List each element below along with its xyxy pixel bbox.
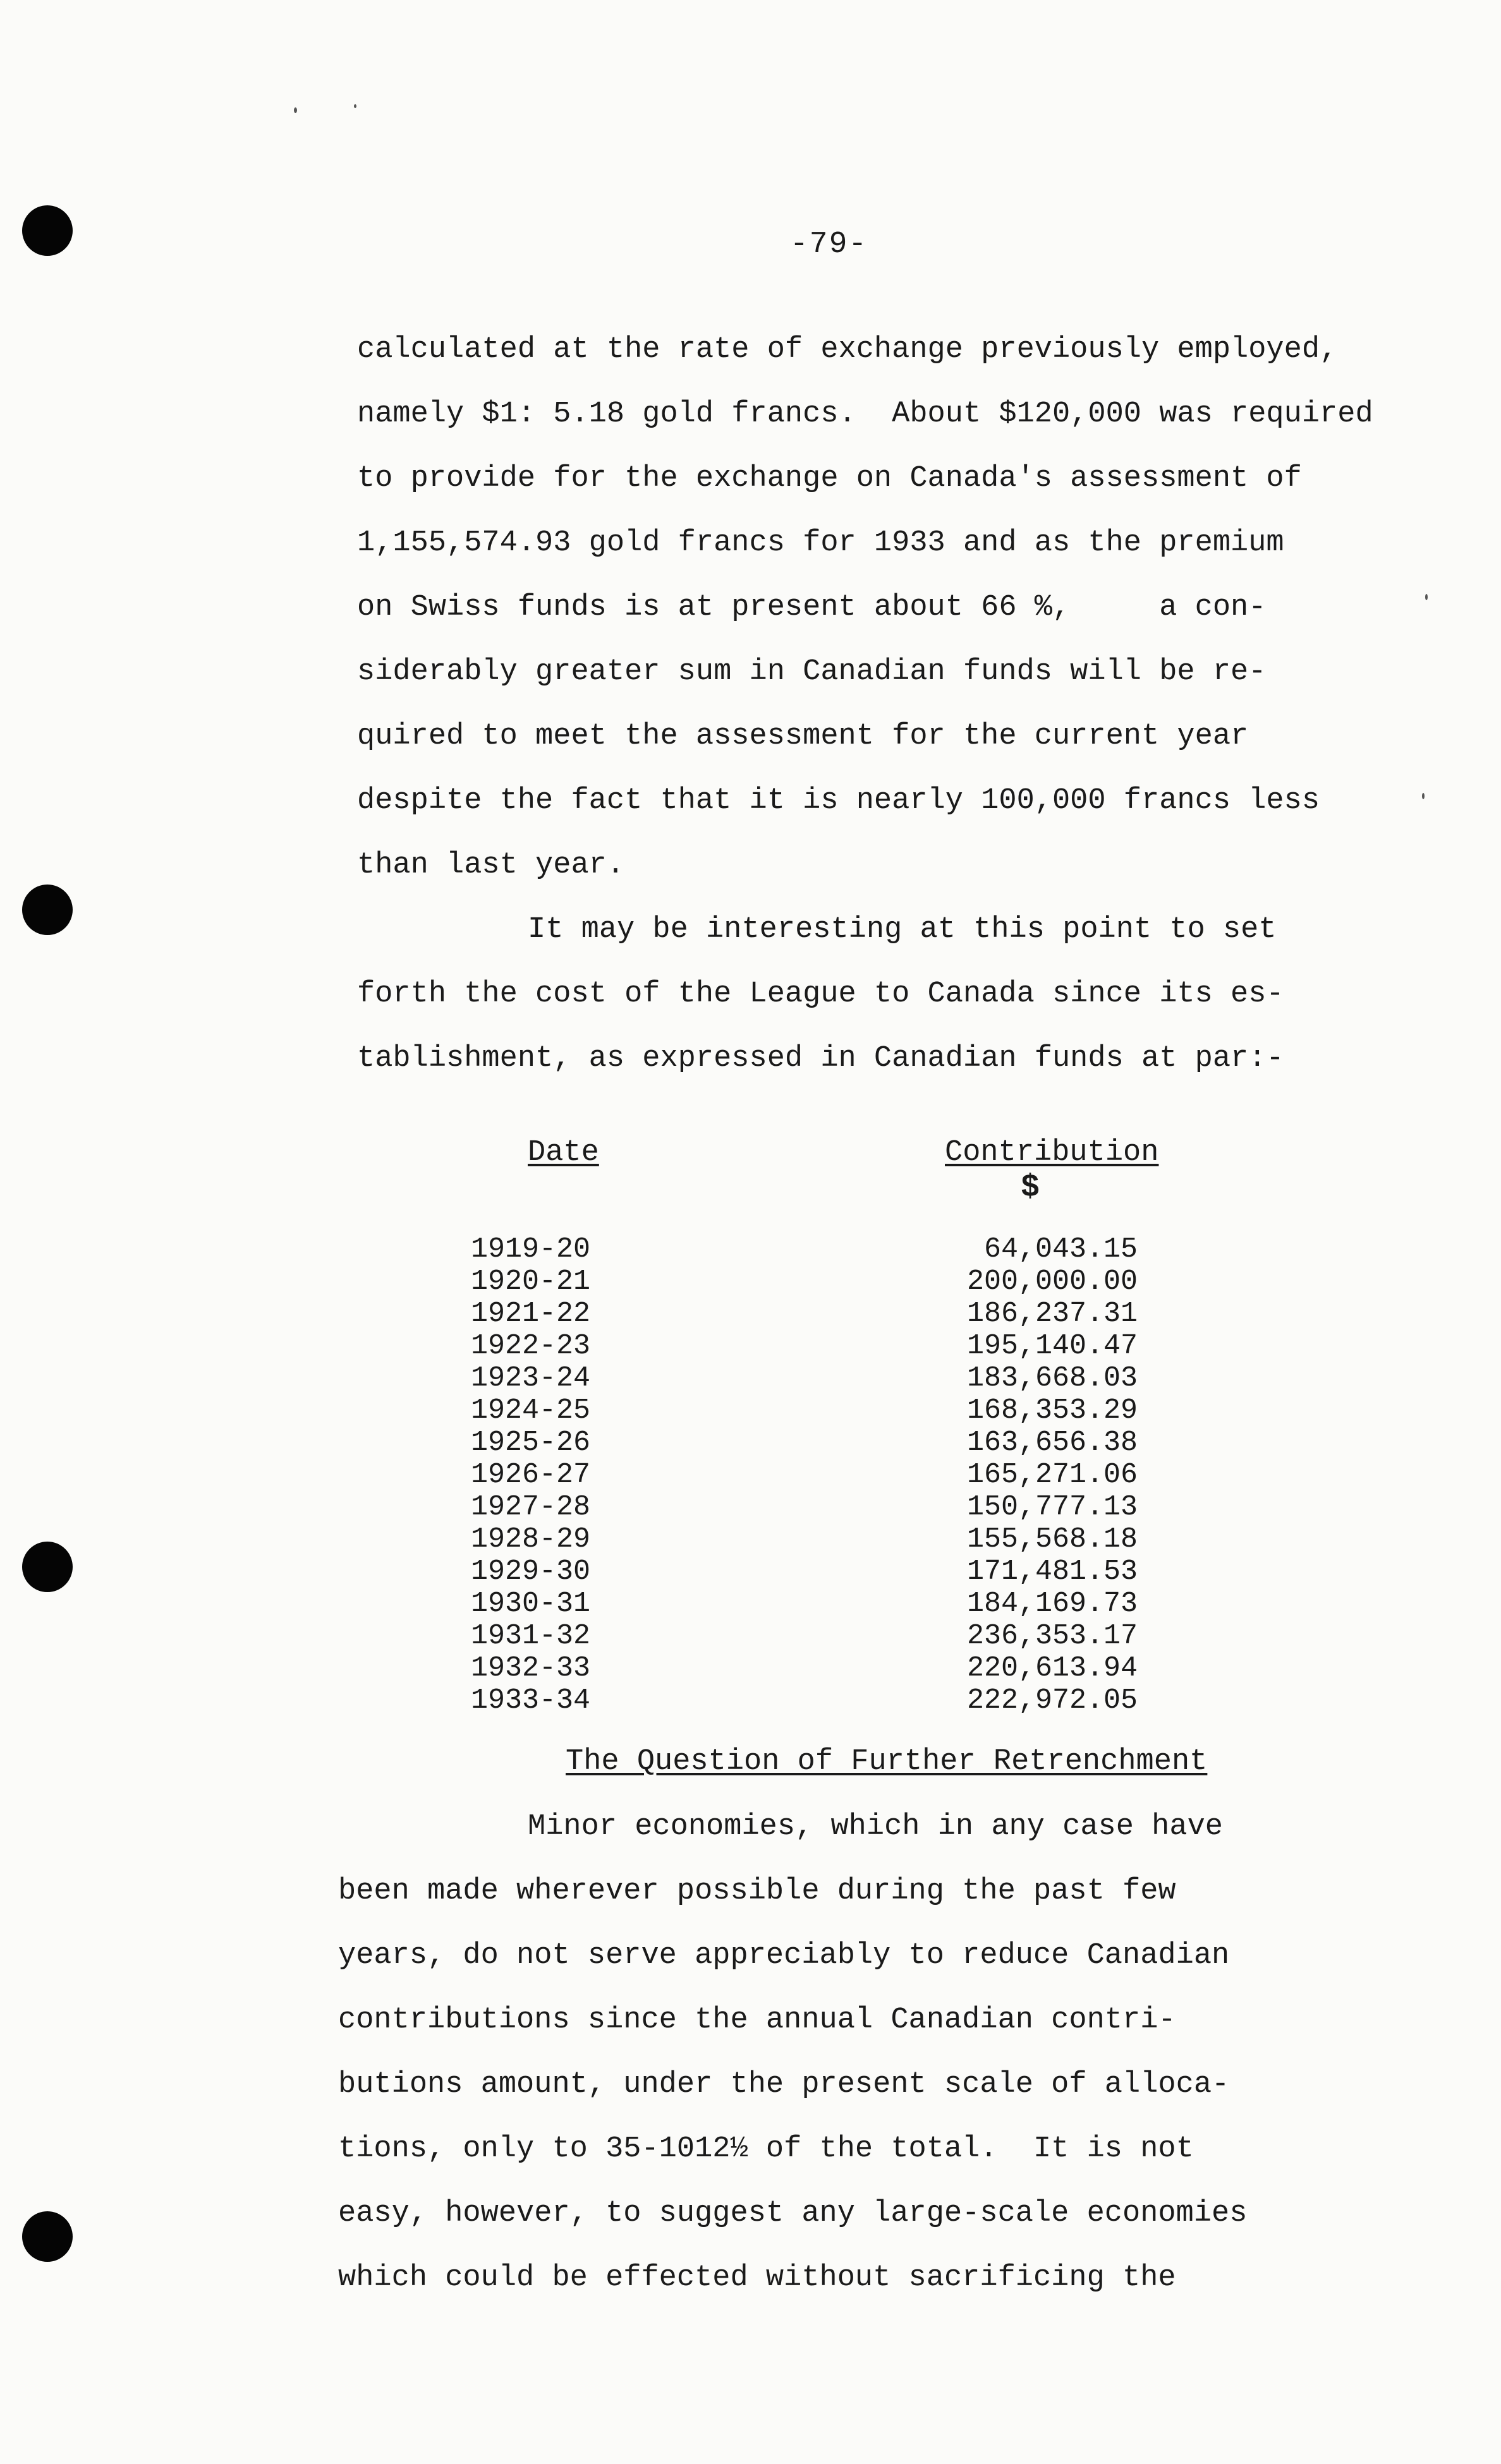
table-row [0,1588,1501,1620]
amount-cell: 64,043.15 [983,1233,1138,1265]
text-line: which could be effected without sacrificing the [338,2261,1176,2295]
currency-symbol: $ [1021,1170,1040,1206]
date-cell: 1925-26 [471,1427,591,1459]
amount-cell: 184,169.73 [966,1588,1138,1620]
section-heading: The Question of Further Retrenchment [566,1745,1208,1779]
date-cell: 1926-27 [471,1459,591,1491]
amount-cell: 168,353.29 [966,1394,1138,1427]
amount-cell: 222,972.05 [966,1684,1138,1717]
text-line: siderably greater sum in Canadian funds will be re- [357,655,1267,689]
scan-speck [294,107,297,113]
scan-speck [354,104,356,108]
date-cell: 1930-31 [471,1588,591,1620]
text-line: quired to meet the assessment for the current year [357,720,1249,753]
text-line: calculated at the rate of exchange previously employed, [357,333,1338,366]
text-line: Minor economies, which in any case have [528,1810,1223,1844]
amount-cell: 183,668.03 [966,1362,1138,1394]
amount-cell: 186,237.31 [966,1298,1138,1330]
text-line: namely $1: 5.18 gold francs. About $120,000 was required [357,397,1373,431]
table-row [0,1555,1501,1588]
text-line: to provide for the exchange on Canada's assessment of [357,462,1302,495]
text-line: It may be interesting at this point to set [528,913,1277,946]
text-line: easy, however, to suggest any large-scale economies [338,2197,1248,2230]
text-line: despite the fact that it is nearly 100,000 francs less [357,784,1320,818]
punch-hole [22,885,73,935]
table-row [0,1330,1501,1362]
amount-cell: 155,568.18 [966,1523,1138,1555]
punch-hole [22,205,73,256]
table-row [0,1394,1501,1427]
table-row [0,1233,1501,1265]
page-number: -79- [790,227,868,262]
column-header-contribution: Contribution [945,1136,1159,1169]
text-line: on Swiss funds is at present about 66 %, a con- [357,591,1267,624]
date-cell: 1923-24 [471,1362,591,1394]
amount-cell: 163,656.38 [966,1427,1138,1459]
scan-speck [1422,793,1425,799]
text-line: forth the cost of the League to Canada since its es- [357,977,1284,1011]
table-row [0,1491,1501,1523]
text-line: years, do not serve appreciably to reduce Canadian [338,1939,1230,1972]
date-cell: 1924-25 [471,1394,591,1427]
column-header-date: Date [528,1136,599,1169]
table-row [0,1652,1501,1684]
date-cell: 1933-34 [471,1684,591,1717]
text-line: contributions since the annual Canadian contri- [338,2003,1176,2037]
amount-cell: 220,613.94 [966,1652,1138,1684]
date-cell: 1919-20 [471,1233,591,1265]
punch-hole [22,2211,73,2262]
table-row [0,1427,1501,1459]
date-cell: 1929-30 [471,1555,591,1588]
amount-cell: 200,000.00 [966,1265,1138,1298]
text-line: than last year. [357,849,625,882]
date-cell: 1931-32 [471,1620,591,1652]
scan-speck [1425,594,1428,600]
text-line: tablishment, as expressed in Canadian funds at par:- [357,1042,1284,1075]
text-line: tions, only to 35-1012½ of the total. It is not [338,2132,1194,2166]
amount-cell: 195,140.47 [966,1330,1138,1362]
amount-cell: 165,271.06 [966,1459,1138,1491]
amount-cell: 150,777.13 [966,1491,1138,1523]
table-row [0,1523,1501,1555]
table-row [0,1265,1501,1298]
text-line: butions amount, under the present scale of alloca- [338,2068,1230,2101]
amount-cell: 236,353.17 [966,1620,1138,1652]
amount-cell: 171,481.53 [966,1555,1138,1588]
date-cell: 1928-29 [471,1523,591,1555]
table-row [0,1362,1501,1394]
date-cell: 1922-23 [471,1330,591,1362]
table-row [0,1459,1501,1491]
table-row [0,1620,1501,1652]
date-cell: 1927-28 [471,1491,591,1523]
table-row [0,1684,1501,1717]
text-line: been made wherever possible during the past few [338,1875,1176,1908]
table-row [0,1298,1501,1330]
date-cell: 1921-22 [471,1298,591,1330]
date-cell: 1920-21 [471,1265,591,1298]
text-line: 1,155,574.93 gold francs for 1933 and as the premium [357,526,1284,560]
date-cell: 1932-33 [471,1652,591,1684]
